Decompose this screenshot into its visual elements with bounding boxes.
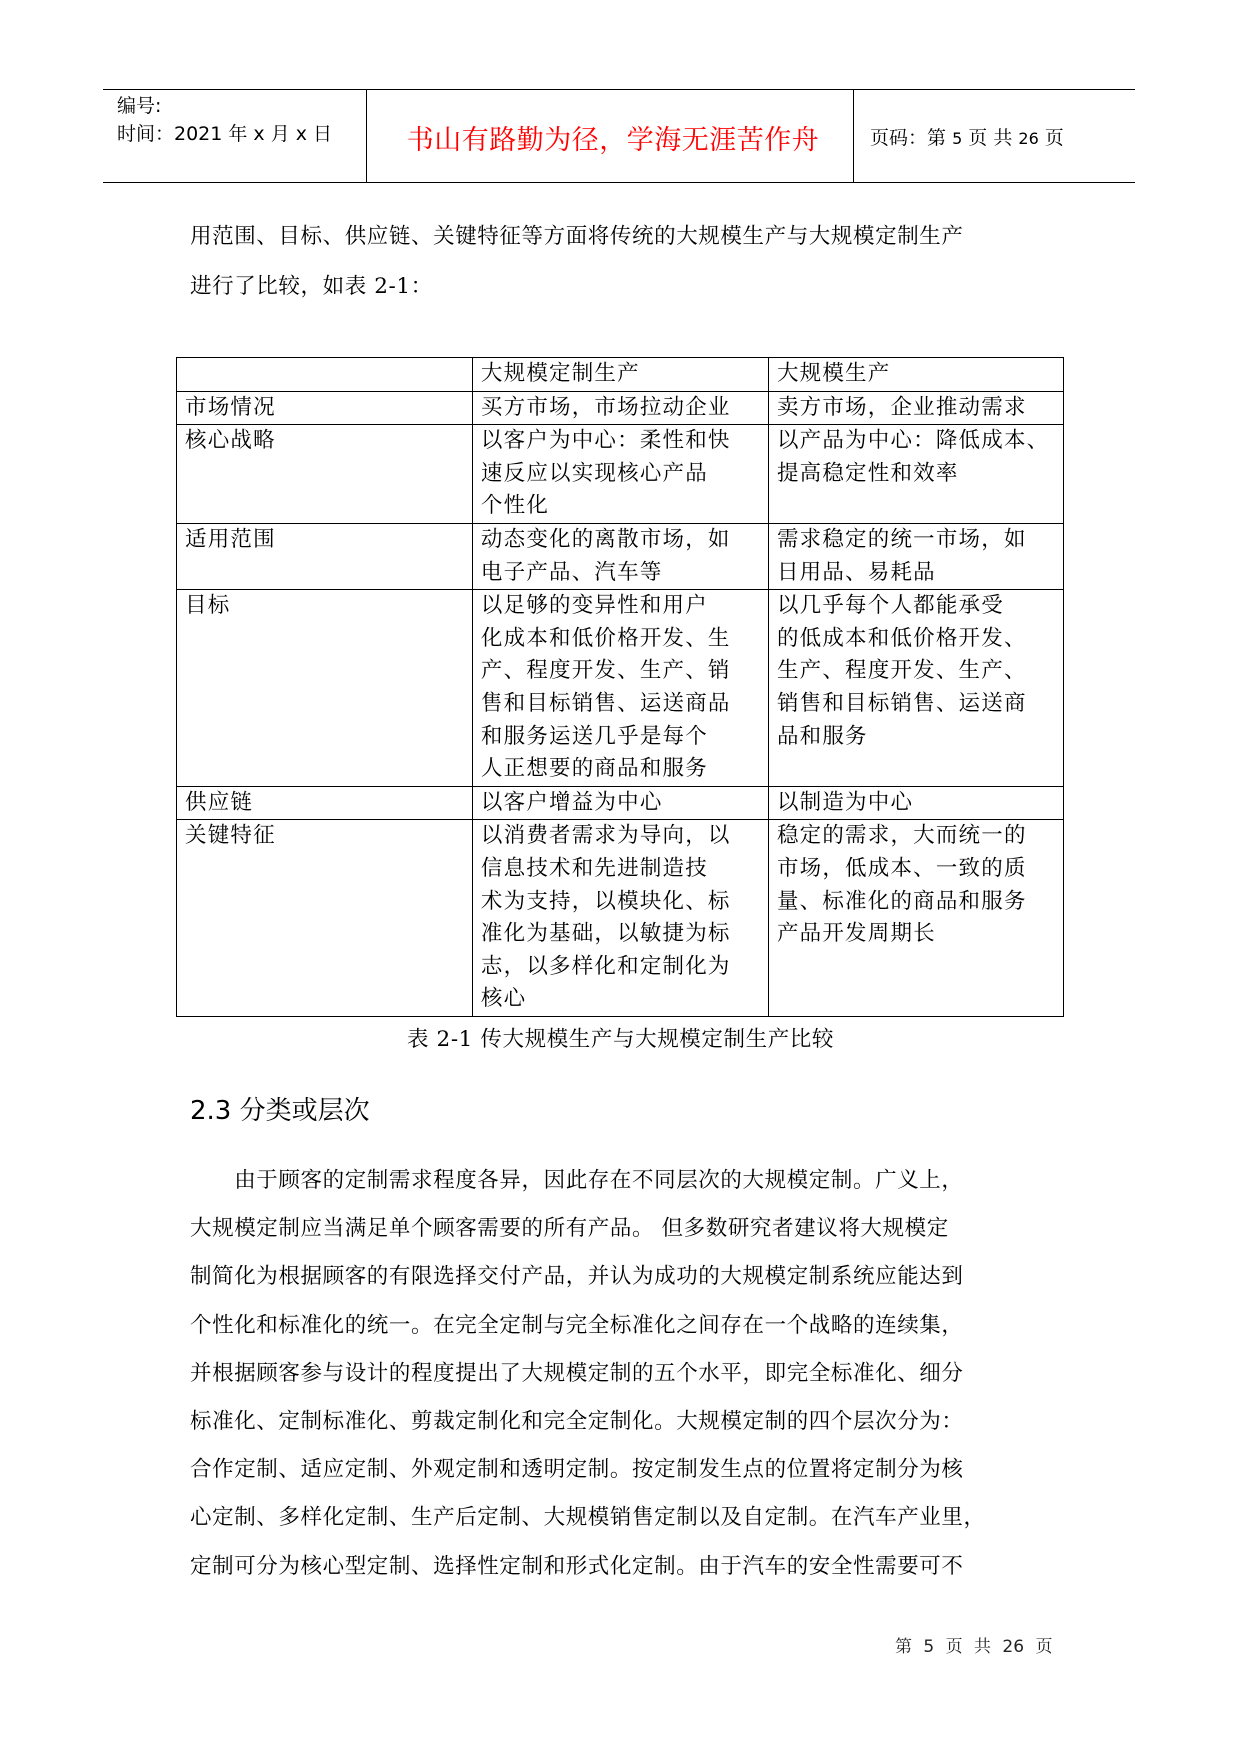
cell-line: 以客户为中心：柔性和快 [480, 428, 731, 454]
table-row [177, 425, 1064, 524]
body-line: 并根据顾客参与设计的程度提出了大规模定制的五个水平，即完全标准化、细分 [190, 1360, 964, 1386]
cell-line: 以客户增益为中心 [480, 789, 663, 815]
cell-line: 售和目标销售、运送商品 [480, 690, 731, 716]
cell-line: 核心 [480, 986, 527, 1012]
page-total: 26 [1018, 129, 1039, 148]
custom-production-cell [472, 590, 768, 787]
body-line: 由于顾客的定制需求程度各异，因此存在不同层次的大规模定制。广义上， [190, 1168, 964, 1193]
cell-line: 信息技术和先进制造技 [480, 855, 708, 881]
intro-paragraph [190, 212, 1060, 312]
header-cell-mass: 大规模生产 [768, 358, 1063, 392]
cell-line: 销售和目标销售、运送商 [776, 690, 1027, 716]
mass-production-cell [768, 523, 1063, 589]
header-motto: 书山有路勤为径，学海无涯苦作舟 [406, 125, 820, 156]
table-row [177, 590, 1064, 787]
cell-line: 化成本和低价格开发、生 [480, 625, 731, 651]
custom-production-cell [472, 523, 768, 589]
page-suffix: 页 [1044, 127, 1064, 149]
header-cell-custom: 大规模定制生产 [472, 358, 768, 392]
row-label-cell: 目标 [177, 590, 473, 787]
body-paragraph [190, 1157, 1060, 1591]
page-footer: 第 5 页 共 26 页 [895, 1637, 1053, 1657]
row-label-cell: 市场情况 [177, 391, 473, 425]
body-line: 个性化和标准化的统一。在完全定制与完全标准化之间存在一个战略的连续集， [190, 1312, 964, 1338]
cell-line: 市场，低成本、一致的质 [776, 855, 1027, 881]
page-prefix: 页码：第 [870, 127, 947, 149]
table-row [177, 523, 1064, 589]
cell-line: 和服务运送几乎是每个 [480, 723, 708, 749]
page-mid: 页 共 [968, 127, 1013, 149]
body-line: 制简化为根据顾客的有限选择交付产品，并认为成功的大规模定制系统应能达到 [190, 1264, 964, 1290]
cell-line: 产、程度开发、生产、销 [480, 658, 731, 684]
doc-time-label: 时间：2021 年 x 月 x 日 [117, 123, 333, 145]
cell-line: 以产品为中心：降低成本、 [776, 428, 1050, 454]
table-caption: 表 2-1 传大规模生产与大规模定制生产比较 [407, 1027, 834, 1052]
cell-line: 以消费者需求为导向，以 [480, 823, 731, 849]
cell-line: 以制造为中心 [776, 789, 914, 815]
cell-line: 稳定的需求，大而统一的 [776, 823, 1027, 849]
intro-line: 用范围、目标、供应链、关键特征等方面将传统的大规模生产与大规模定制生产 [190, 224, 964, 249]
mass-production-cell [768, 391, 1063, 425]
row-label-cell: 适用范围 [177, 523, 473, 589]
cell-line: 日用品、易耗品 [776, 559, 936, 585]
cell-line: 以足够的变异性和用户 [480, 593, 708, 619]
cell-line: 买方市场，市场拉动企业 [480, 394, 731, 420]
body-line: 合作定制、适应定制、外观定制和透明定制。按定制发生点的位置将定制分为核 [190, 1457, 964, 1483]
cell-line: 以几乎每个人都能承受 [776, 593, 1004, 619]
header-page-info [870, 123, 1064, 150]
mass-production-cell [768, 425, 1063, 524]
cell-line: 电子产品、汽车等 [480, 559, 663, 585]
custom-production-cell [472, 820, 768, 1017]
comparison-table [176, 357, 1064, 1017]
cell-line: 生产、程度开发、生产、 [776, 658, 1027, 684]
cell-line: 量、标准化的商品和服务 [776, 888, 1027, 914]
body-line: 大规模定制应当满足单个顾客需要的所有产品。 但多数研究者建议将大规模定 [190, 1216, 949, 1242]
body-line: 心定制、多样化定制、生产后定制、大规模销售定制以及自定制。在汽车产业里， [190, 1505, 986, 1531]
cell-line: 品和服务 [776, 723, 868, 749]
cell-line: 志，以多样化和定制化为 [480, 953, 731, 979]
cell-line: 准化为基础，以敏捷为标 [480, 921, 731, 947]
custom-production-cell [472, 425, 768, 524]
row-label-cell: 供应链 [177, 786, 473, 820]
row-label-cell: 关键特征 [177, 820, 473, 1017]
header-divider-left [366, 90, 367, 183]
intro-line: 进行了比较，如表 2-1： [190, 274, 433, 299]
page-current: 5 [952, 129, 963, 148]
header-cell-empty [177, 358, 473, 392]
table-row [177, 820, 1064, 1017]
body-line: 标准化、定制标准化、剪裁定制化和完全定制化。大规模定制的四个层次分为： [190, 1409, 964, 1435]
cell-line: 人正想要的商品和服务 [480, 756, 708, 782]
cell-line: 提高稳定性和效率 [776, 460, 959, 486]
cell-line: 的低成本和低价格开发、 [776, 625, 1027, 651]
body-line: 定制可分为核心型定制、选择性定制和形式化定制。由于汽车的安全性需要可不 [190, 1553, 964, 1579]
cell-line: 动态变化的离散市场，如 [480, 526, 731, 552]
cell-line: 术为支持，以模块化、标 [480, 888, 731, 914]
cell-line: 需求稳定的统一市场，如 [776, 526, 1027, 552]
mass-production-cell [768, 590, 1063, 787]
table-header-row [177, 358, 1064, 392]
mass-production-cell [768, 820, 1063, 1017]
section-heading: 2.3 分类或层次 [190, 1096, 370, 1126]
cell-line: 产品开发周期长 [776, 921, 936, 947]
custom-production-cell [472, 786, 768, 820]
cell-line: 速反应以实现核心产品 [480, 460, 708, 486]
table-row [177, 391, 1064, 425]
header-meta [117, 92, 332, 148]
mass-production-cell [768, 786, 1063, 820]
cell-line: 个性化 [480, 493, 550, 519]
header-top-rule [103, 89, 1135, 90]
cell-line: 卖方市场，企业推动需求 [776, 394, 1027, 420]
doc-number-label: 编号: [117, 95, 162, 117]
custom-production-cell [472, 391, 768, 425]
row-label-cell: 核心战略 [177, 425, 473, 524]
table-row [177, 786, 1064, 820]
header-bottom-rule [103, 182, 1135, 183]
